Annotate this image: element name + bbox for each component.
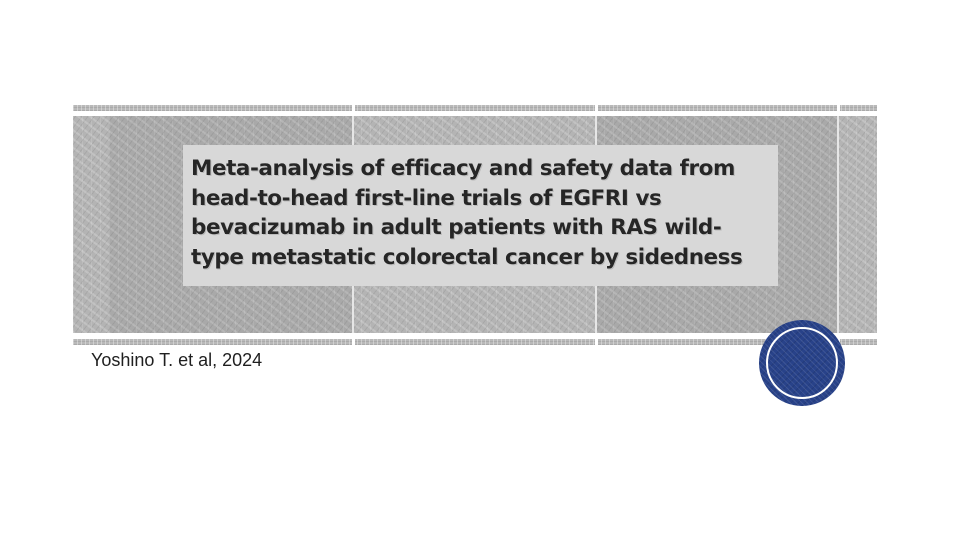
bottom-texture-strip: [73, 339, 877, 345]
banner-seam: [837, 116, 839, 333]
strip-seam: [595, 105, 598, 111]
strip-seam: [837, 105, 840, 111]
strip-seam: [352, 105, 355, 111]
title-box: [183, 145, 778, 286]
slide-citation: Yoshino T. et al, 2024: [91, 350, 263, 370]
top-texture-strip: [73, 105, 877, 111]
slide-title: Meta-analysis of efficacy and safety data from head-to-head first-line trials of EGFRI vs bevacizumab in adult patients with RAS wild-type metastatic colorectal cancer by sidedness: [191, 156, 743, 270]
badge-ring: [766, 327, 838, 399]
strip-seam: [352, 339, 355, 345]
strip-seam: [595, 339, 598, 345]
circle-emblem-icon: [759, 320, 845, 406]
